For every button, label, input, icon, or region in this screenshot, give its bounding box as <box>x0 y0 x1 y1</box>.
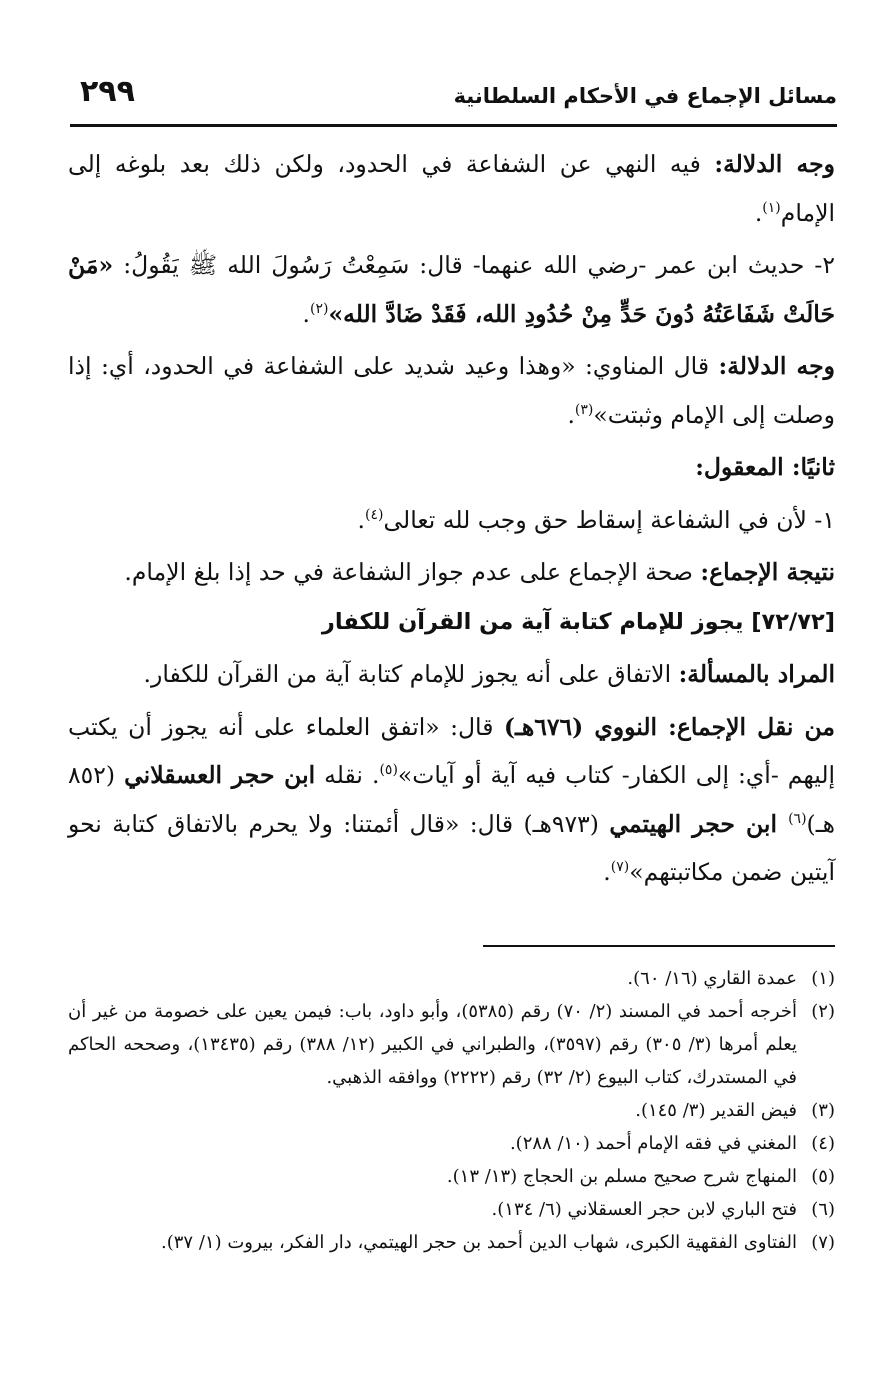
footnote <box>68 1160 835 1193</box>
footnote-text: المنهاج شرح صحيح مسلم بن الحجاج (١٣/ ١٣). <box>446 1166 797 1187</box>
footnote-ref: (٦) <box>788 810 807 827</box>
footnote-ref: (٤) <box>365 506 384 523</box>
footnote <box>68 995 835 1094</box>
running-title: مسائل الإجماع في الأحكام السلطانية <box>453 84 837 108</box>
footnote-text: فتح الباري لابن حجر العسقلاني (٦/ ١٣٤). <box>491 1199 797 1220</box>
paragraph-text: ٢- حديث ابن عمر -رضي الله عنهما- قال: سَمِعْتُ رَسُولَ الله ﷺ يَقُولُ: <box>113 251 835 279</box>
paragraph-issue-meaning <box>68 650 835 699</box>
footnote <box>68 1094 835 1127</box>
label-evidence: وجه الدلالة: <box>718 352 835 380</box>
label-evidence: وجه الدلالة: <box>714 150 835 178</box>
footnote-text: الفتاوى الفقهية الكبرى، شهاب الدين أحمد بن حجر الهيتمي، دار الفكر، بيروت (١/ ٣٧). <box>161 1232 797 1253</box>
footnote <box>68 1193 835 1226</box>
page-number: ٢٩٩ <box>80 74 135 109</box>
footnotes <box>68 962 835 1259</box>
footnote-text: المغني في فقه الإمام أحمد (١٠/ ٢٨٨). <box>509 1133 797 1154</box>
footnote-ref: (١) <box>762 199 781 216</box>
footnote-number: (٧) <box>811 1232 835 1253</box>
label-meaning: المراد بالمسألة: <box>678 660 835 688</box>
paragraph-text: ١- لأن في الشفاعة إسقاط حق وجب لله تعالى <box>383 505 835 534</box>
header-rule <box>70 124 837 127</box>
paragraph-evidence-1: وجه الدلالة: فيه النهي عن الشفاعة في الحدود، ولكن ذلك بعد بلوغه إلى الإمام$^{(١)}$. <box>68 150 835 227</box>
issue-heading: [٧٢/٧٢] يجوز للإمام كتابة آية من القرآن للكفار <box>321 608 835 635</box>
footnote-ref: (٧) <box>610 859 630 876</box>
main-text <box>68 140 835 897</box>
label-transmitters: من نقل الإجماع: <box>668 712 835 741</box>
footnote-ref: (٣) <box>574 401 594 418</box>
footnote-number: (٣) <box>811 1100 835 1121</box>
paragraph-text: قال المناوي: «وهذا وعيد شديد على الشفاعة في الحدود، أي: إذا وصلت إلى الإمام وثبتت» <box>68 352 835 429</box>
footnote-number: (٢) <box>811 1001 835 1022</box>
footnote-number: (٤) <box>811 1133 835 1154</box>
page-header <box>70 70 837 120</box>
paragraph-evidence-2: وجه الدلالة: قال المناوي: «وهذا وعيد شديد على الشفاعة في الحدود، أي: إذا وصلت إلى الإمام وثبتت»$^{(٣)}$. <box>68 352 835 429</box>
footnote-text: أخرجه أحمد في المسند (٢/ ٧٠) رقم (٥٣٨٥)، وأبو داود، باب: فيمن يعين على خصومة من غير أن يعلم أمرها (٣/ ٣٠٥) رقم (٣٥٩٧)، والطبراني في الكبير (١٢/ ٣٨٨) رقم (١٣٤٣٥)، وصححه الحاكم في المستدرك، كتاب البيوع (٢/ ٣٢) رقم (٢٢٢٢) ووافقه الذهبي. <box>68 1001 798 1088</box>
paragraph-consensus-transmitters: من نقل الإجماع: النووي (٦٧٦هـ) قال: «اتفق العلماء على أنه يجوز أن يكتب إليهم -أي: إلى الكفار- كتاب فيه آية أو آيات»$^{(٥)}$. نقله ابن حجر العسقلاني (٨٥٢ هـ)$^{(٦)}$ ابن حجر الهيتمي (٩٧٣هـ) قال: «قال أئمتنا: ولا يحرم بالاتفاق كتابة نحو آيتين ضمن مكاتبتهم»$^{(٧)}$. <box>68 712 836 886</box>
paragraph-text: الاتفاق على أنه يجوز للإمام كتابة آية من القرآن للكفار. <box>143 660 679 688</box>
footnote-number: (٦) <box>811 1199 835 1220</box>
label-result: نتيجة الإجماع: <box>700 558 835 586</box>
section-heading-reasoning: ثانيًا: المعقول: <box>695 453 835 481</box>
footnote-separator <box>483 945 835 947</box>
footnote-number: (٥) <box>811 1166 835 1187</box>
footnote-ref: (٢) <box>309 300 329 317</box>
footnote <box>68 1226 835 1259</box>
footnote-text: فيض القدير (٣/ ١٤٥). <box>635 1100 797 1121</box>
scholar-name: النووي (٦٧٦هـ) <box>503 712 669 741</box>
hadith-quote: «مَنْ حَالَتْ شَفَاعَتُهُ دُونَ حَدٍّ مِنْ حُدُودِ الله، فَقَدْ ضَادَّ الله» <box>68 251 835 328</box>
paragraph-reason-1: ١- لأن في الشفاعة إسقاط حق وجب لله تعالى$^{(٤)}$. <box>357 505 835 534</box>
paragraph-hadith: ٢- حديث ابن عمر -رضي الله عنهما- قال: سَمِعْتُ رَسُولَ الله ﷺ يَقُولُ: «مَنْ حَالَتْ شَفَاعَتُهُ دُونَ حَدٍّ مِنْ حُدُودِ الله، فَقَدْ ضَادَّ الله»$^{(٢)}$. <box>68 251 835 328</box>
footnote-ref: (٥) <box>379 762 398 779</box>
footnote-number: (١) <box>811 968 835 989</box>
scholar-name: ابن حجر العسقلاني <box>124 761 316 789</box>
paragraph-text: فيه النهي عن الشفاعة في الحدود، ولكن ذلك بعد بلوغه إلى الإمام <box>68 150 835 227</box>
footnote <box>68 1127 835 1160</box>
footnote-text: عمدة القاري (١٦/ ٦٠). <box>627 968 797 989</box>
paragraph-text: صحة الإجماع على عدم جواز الشفاعة في حد إذا بلغ الإمام. <box>124 558 701 586</box>
footnote <box>68 962 835 995</box>
scholar-name: ابن حجر الهيتمي <box>609 809 789 838</box>
paragraph-consensus-result <box>68 548 835 597</box>
